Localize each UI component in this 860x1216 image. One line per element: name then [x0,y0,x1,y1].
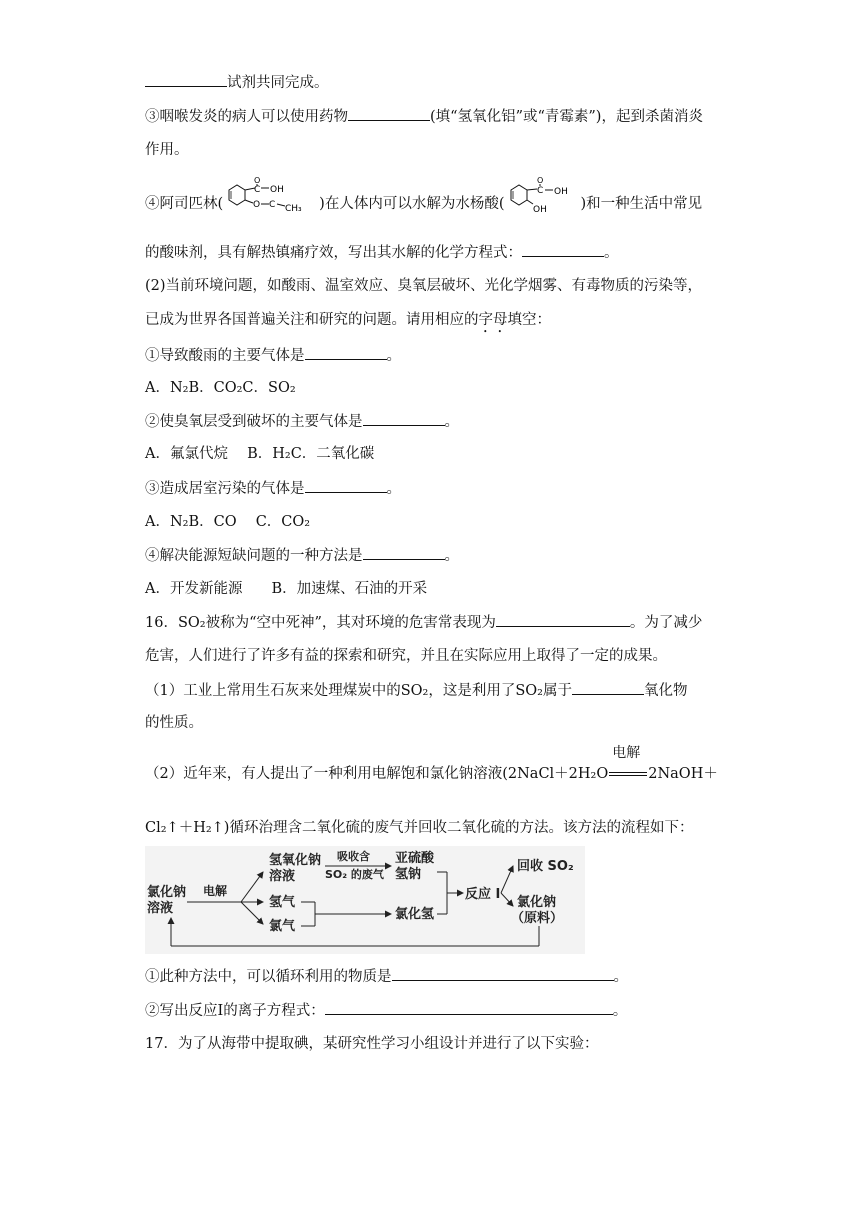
svg-text:氢钠: 氢钠 [395,867,422,882]
flow-electrolysis: 电解 [203,884,228,898]
line-11: A．氟氯代烷 B．H₂C．二氧化碳 [145,446,375,462]
line-6: (2)当前环境问题，如酸雨、温室效应、臭氧层破坏、光化学烟雾、有毒物质的污染等， [145,278,703,294]
answer-blank [305,345,387,360]
line-4: ④阿司匹林( C O OH O C CH₃ )在人体内可以水解为水杨酸( C O OH OH )和一种生活中常见 [145,176,702,232]
line-12: ③造成居室污染的气体是 。 [145,478,401,499]
salicylic-acid-structure [505,176,581,232]
svg-text:C: C [254,185,261,195]
flow-naoh: 氢氧化钠 [269,853,322,868]
svg-text:（原料）: （原料） [511,911,564,926]
svg-text:溶液: 溶液 [269,869,296,884]
line-13: A．N₂B．CO C．CO₂ [145,514,311,530]
line-15: A．开发新能源 B．加速煤、石油的开采 [145,581,428,597]
answer-blank [325,1000,613,1015]
answer-blank [348,106,430,121]
line-19: 的性质。 [145,715,203,731]
svg-text:C: C [536,186,543,196]
svg-text:溶液: 溶液 [147,901,174,916]
line-7: 已成为世界各国普遍关注和研究的问题。请用相应的字母填空： [145,312,551,328]
line-8: ①导致酸雨的主要气体是 。 [145,345,401,366]
flow-nacl-raw: 氯化钠 [517,895,557,910]
line-24: 17．为了从海带中提取碘，某研究性学习小组设计并进行了以下实验： [145,1036,599,1052]
line-23: ②写出反应Ⅰ的离子方程式： 。 [145,1000,627,1021]
svg-text:O: O [253,200,261,210]
answer-blank [496,612,630,627]
svg-text:O: O [536,176,543,185]
flow-cl2: 氯气 [269,919,296,934]
line-9: A．N₂B．CO₂C．SO₂ [145,380,296,396]
svg-text:O: O [254,176,261,185]
line-10: ②使臭氧层受到破坏的主要气体是 。 [145,411,459,432]
flow-nacl: 氯化钠 [147,885,187,900]
process-flowchart [145,846,585,954]
answer-blank [522,242,604,257]
svg-text:C: C [269,200,276,210]
flow-nahso3: 亚硫酸 [395,851,435,866]
line-17: 危害，人们进行了许多有益的探索和研究，并且在实际应用上取得了一定的成果。 [145,648,667,664]
svg-text:OH: OH [553,187,568,197]
flow-hcl: 氯化氢 [395,907,435,922]
line-5: 的酸味剂，具有解热镇痛疗效，写出其水解的化学方程式： 。 [145,242,619,263]
line-16: 16．SO₂被称为“空中死神”，其对环境的危害常表现为 。为了减少 [145,612,702,633]
svg-text:CH₃: CH₃ [285,204,302,214]
answer-blank [363,545,445,560]
flow-h2: 氢气 [269,895,296,910]
line-21: Cl₂↑＋H₂↑)循环治理含二氧化硫的废气并回收二氧化硫的方法。该方法的流程如下： [145,820,694,836]
svg-text:OH: OH [532,205,547,215]
reaction-condition: 电解 [608,764,648,784]
flow-reaction-1: 反应 I [465,887,501,902]
line-18: （1）工业上常用生石灰来处理煤炭中的SO₂，这是利用了SO₂属于 氧化物 [145,680,688,701]
line-14: ④解决能源短缺问题的一种方法是 。 [145,545,459,566]
svg-text:SO₂ 的废气: SO₂ 的废气 [325,868,384,881]
answer-blank [572,680,644,695]
aspirin-structure [223,176,319,232]
line-1: 试剂共同完成。 [145,72,329,93]
flow-absorb: 吸收含 [337,850,370,863]
line-2: ③咽喉发炎的病人可以使用药物 (填“氢氧化铝”或“青霉素”)，起到杀菌消炎 [145,106,703,127]
line-22: ①此种方法中，可以循环利用的物质是 。 [145,966,628,987]
answer-blank [305,478,387,493]
flow-recover-so2: 回收 SO₂ [517,859,574,874]
svg-text:OH: OH [270,185,285,195]
answer-blank [145,72,227,87]
answer-blank [363,411,445,426]
line-3: 作用。 [145,142,189,158]
answer-blank [392,966,614,981]
line-20: （2）近年来，有人提出了一种利用电解饱和氯化钠溶液(2NaCl＋2H₂O 电解 2NaOH＋ [145,745,718,782]
